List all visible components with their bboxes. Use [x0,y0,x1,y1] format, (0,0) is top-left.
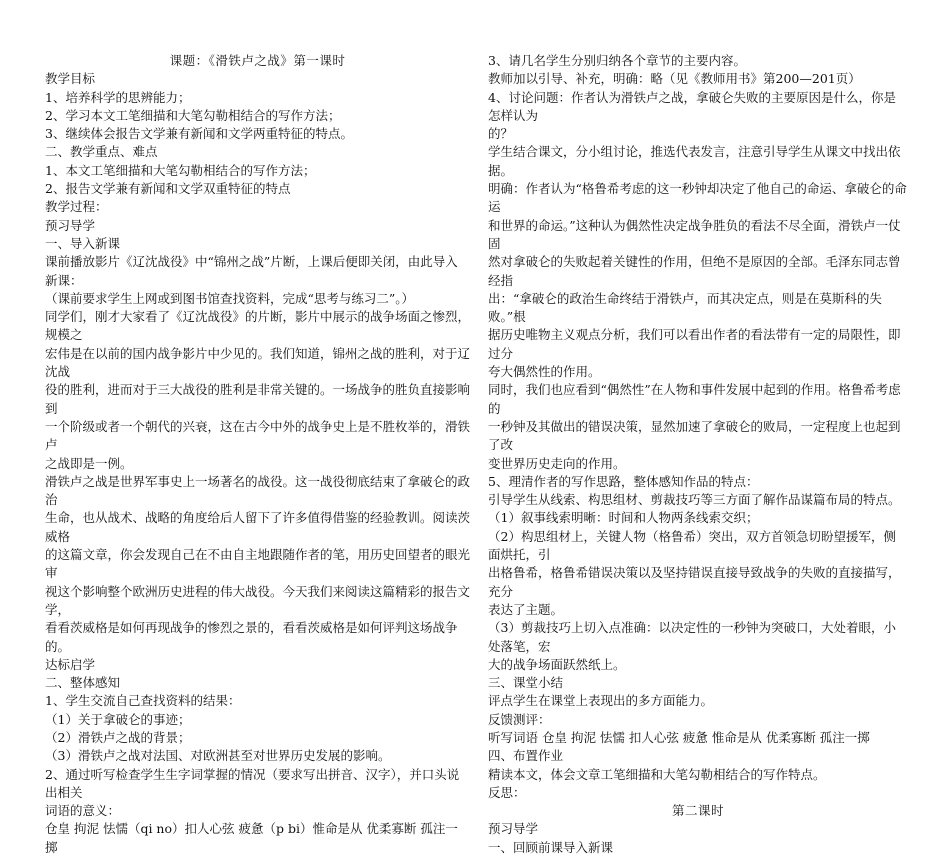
text-line: 精读本文，体会文章工笔细描和大笔勾勒相结合的写作特点。 [488,766,826,782]
right-column [488,52,908,857]
text-line: 出：“拿破仑的政治生命终结于滑铁卢，而其决定点，则是在莫斯科的失败。”根 [488,290,882,325]
text-line: 2、报告文学兼有新闻和文学双重特征的特点 [45,181,291,197]
text-line: 生命，也从战术、战略的角度给后人留下了许多值得借鉴的经验教训。阅读茨威格 [45,510,471,544]
text-line: 一个阶级或者一个朝代的兴衰，这在古今中外的战争史上是不胜枚举的，滑铁卢 [45,418,471,453]
text-line: （1）叙事线索明晰：时间和人物两条线索交织； [488,510,759,526]
section-heading: 第二课时 [671,803,724,819]
text-line: 仓皇 拘泥 怯懦（qi no）扣人心弦 疲惫（p bi）惟命是从 优柔寡断 孤注一掷 [45,821,458,855]
text-line: 4、讨论问题：作者认为滑铁卢之战，拿破仑失败的主要原因是什么，你是怎样认为 [488,89,896,123]
text-line: 然对拿破仑的失败起着关键性的作用，但绝不是原因的全部。毛泽东同志曾经指 [488,254,901,288]
text-line: 评点学生在课堂上表现出的多方面能力。 [488,693,714,709]
text-line: 大的战争场面跃然纸上。 [488,656,626,672]
text-line: （2）滑铁卢之战的背景； [45,729,191,745]
text-line: 据历史唯物主义观点分析，我们可以看出作者的看法带有一定的局限性，即过分 [488,327,901,361]
text-line: 引导学生从线索、构思组材、剪裁技巧等三方面了解作品谋篇布局的特点。 [488,492,901,508]
text-line: 1、本文工笔细描和大笔勾勒相结合的写作方法； [45,162,316,178]
text-line: 听写词语 仓皇 拘泥 怯懦 扣人心弦 疲惫 惟命是从 优柔寡断 孤注一掷 [488,729,870,745]
text-line: 学生结合课文，分小组讨论，推选代表发言，注意引导学生从课文中找出依据。 [488,144,901,178]
text-line: 教师加以引导、补充，明确：略（见《教师用书》第200—201页） [488,71,861,87]
text-line: 役的胜利，进而对于三大战役的胜利是非常关键的。一场战争的胜负直接影响到 [45,382,471,416]
text-line: 反思： [488,784,526,800]
text-line: 的？ [488,126,514,142]
text-line: 四、布置作业 [488,748,564,764]
text-line: 明确：作者认为“格鲁希考虑的这一秒钟却决定了他自己的命运、拿破仑的命运 [488,181,907,215]
text-line: 课前播放影片《辽沈战役》中“锦州之战”片断，上课后便即关闭，由此导入新课： [45,254,458,288]
text-line: 教学过程： [45,199,108,215]
text-line: 预习导学 [488,821,539,837]
text-line: 1、培养科学的思辨能力； [45,89,191,105]
text-line: 出格鲁希，格鲁希错误决策以及坚持错误直接导致战争的失败的直接描写，充分 [488,565,901,599]
text-line: 3、继续体会报告文学兼有新闻和文学两重特征的特点。 [45,126,353,142]
text-line: 变世界历史走向的作用。 [488,455,626,471]
text-line: 3、请几名学生分别归纳各个章节的主要内容。 [488,53,746,68]
text-line: 表达了主题。 [488,601,564,617]
text-line: 教学目标 [45,71,96,87]
text-line: 夸大偶然性的作用。 [488,364,601,380]
text-line: 一、导入新课 [45,235,121,251]
text-line: 预习导学 [45,217,96,233]
text-line: （3）滑铁卢之战对法国、对欧洲甚至对世界历史发展的影响。 [45,748,391,764]
text-line: （1）关于拿破仑的事迹； [45,711,191,727]
text-line: 一秒钟及其做出的错误决策，显然加速了拿破仑的败局，一定程度上也起到了改 [488,418,901,453]
text-line: 视这个影响整个欧洲历史进程的伟大战役。今天我们来阅读这篇精彩的报告文学， [45,583,471,617]
text-line: 2、学习本文工笔细描和大笔勾勒相结合的写作方法； [45,107,341,123]
text-line: 2、通过听写检查学生生字词掌握的情况（要求写出拼音、汉字），并口头说出相关 [45,766,460,800]
left-column [45,52,470,857]
text-line: 词语的意义： [45,803,121,819]
text-line: 和世界的命运。”这种认为偶然性决定战争胜负的看法不尽全面，滑铁卢一仗固 [488,217,901,251]
section-heading: 课题：《滑铁卢之战》第一课时 [169,53,346,68]
text-line: （课前要求学生上网或到图书馆查找资料，完成“思考与练习二”。） [45,290,415,306]
text-line: 三、课堂小结 [488,675,564,691]
text-line: 反馈测评： [488,711,551,727]
text-line: 达标启学 [45,656,96,672]
text-line: 宏伟是在以前的国内战争影片中少见的。我们知道，锦州之战的胜利，对于辽沈战 [45,345,471,380]
text-line: 5、理清作者的写作思路，整体感知作品的特点： [488,473,759,489]
text-line: 看看茨威格是如何再现战争的惨烈之景的，看看茨威格是如何评判这场战争的。 [45,620,458,654]
text-line: 二、整体感知 [45,675,121,691]
text-line: 一、回顾前课导入新课 [488,839,614,855]
text-line: 二、教学重点、难点 [45,144,158,160]
text-line: 1、学生交流自己查找资料的结果： [45,693,241,709]
text-line: （2）构思组材上，关键人物（格鲁希）突出，双方首领急切盼望援军，侧面烘托，引 [488,528,896,563]
text-line: 同学们，刚才大家看了《辽沈战役》的片断，影片中展示的战争场面之惨烈，规模之 [45,309,471,343]
text-line: 之战即是一例。 [45,455,133,471]
text-line: 的这篇文章，你会发现自己在不由自主地跟随作者的笔，用历史回望者的眼光审 [45,547,471,581]
text-line: （3）剪裁技巧上切入点准确：以决定性的一秒钟为突破口，大处着眼，小处落笔，宏 [488,620,896,654]
text-line: 同时，我们也应看到“偶然性”在人物和事件发展中起到的作用。格鲁希考虑的 [488,382,901,416]
text-line: 滑铁卢之战是世界军事史上一场著名的战役。这一战役彻底结束了拿破仑的政治 [45,473,471,508]
